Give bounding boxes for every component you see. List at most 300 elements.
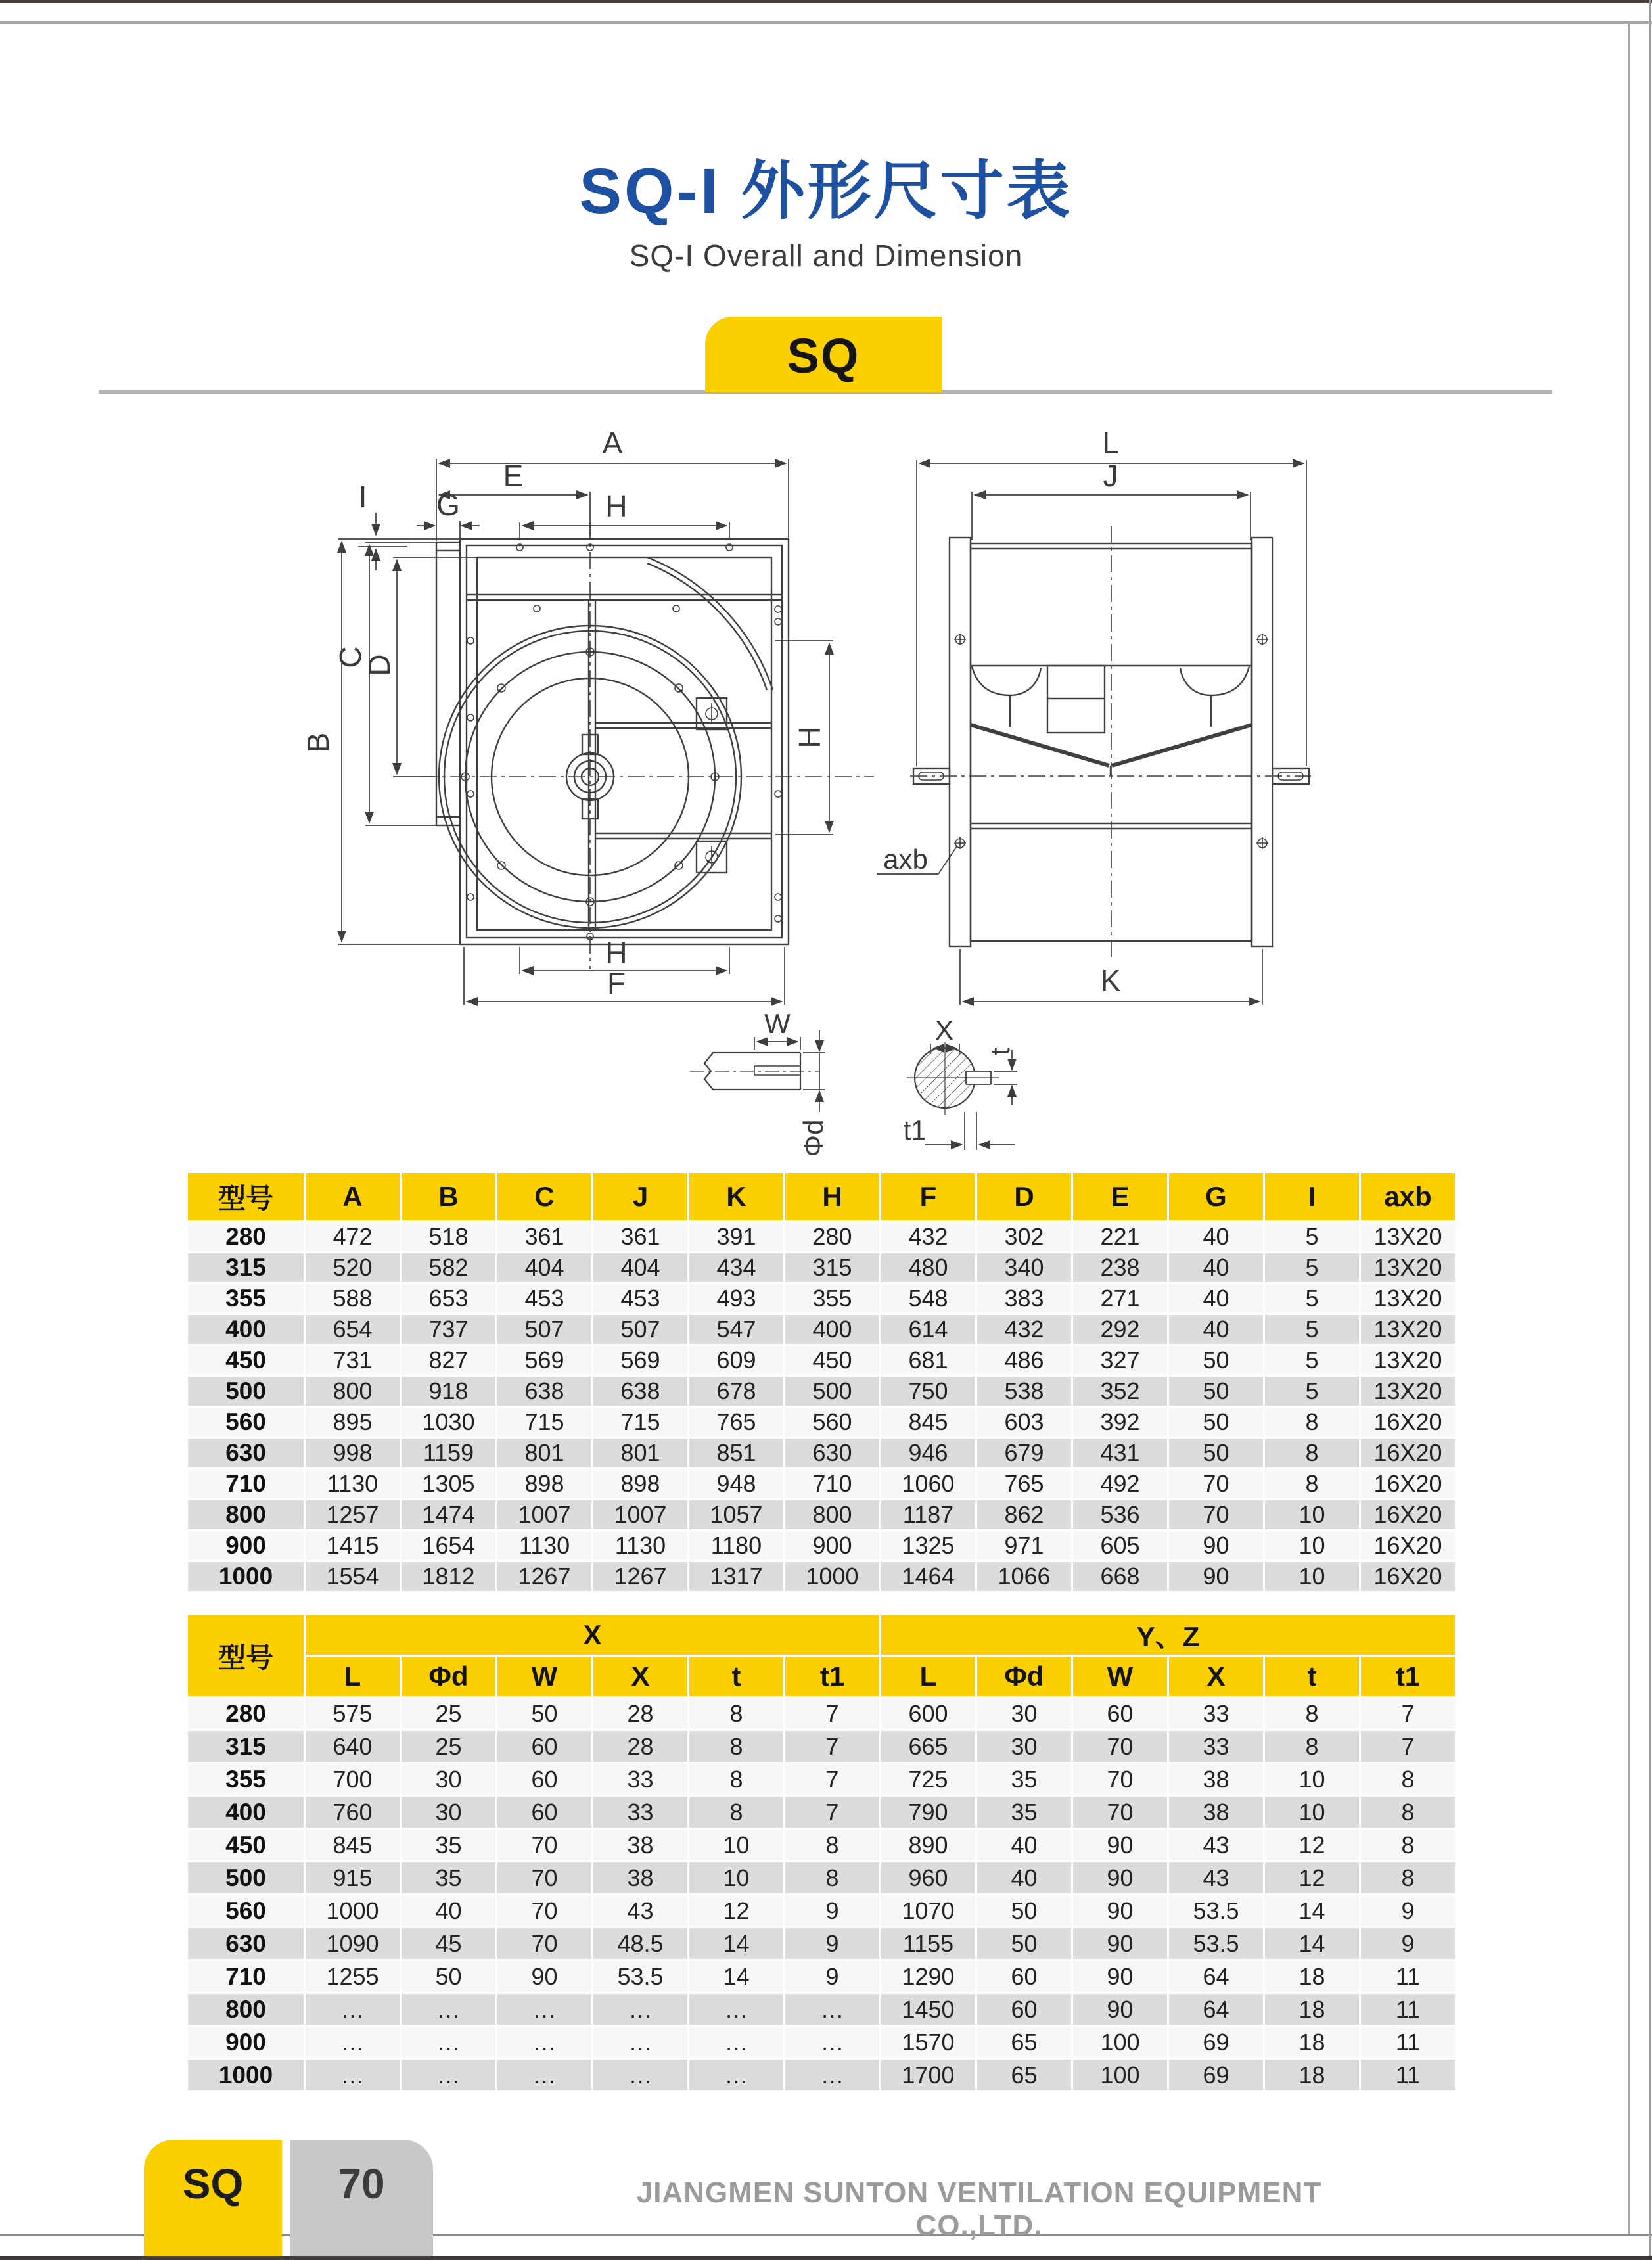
cell: 50	[1169, 1377, 1263, 1406]
cell: 1464	[881, 1562, 975, 1591]
dim-label-f: F	[607, 966, 626, 1000]
cell: 5	[1265, 1346, 1359, 1375]
row-model: 450	[188, 1830, 304, 1860]
cell: 8	[1361, 1830, 1455, 1860]
cell: 801	[593, 1439, 687, 1467]
row-model: 500	[188, 1862, 304, 1893]
cell: 918	[402, 1377, 495, 1406]
table-row	[188, 1928, 1455, 1959]
cell: 5	[1265, 1253, 1359, 1282]
column-header: F	[881, 1173, 975, 1220]
cell: …	[402, 1994, 495, 2025]
cell: 9	[785, 1961, 879, 1992]
cell: 50	[402, 1961, 495, 1992]
table-row	[188, 1377, 1455, 1406]
cell: 1812	[402, 1562, 495, 1591]
cell: 1180	[689, 1531, 783, 1560]
cell: 38	[1169, 1764, 1263, 1795]
cell: 638	[497, 1377, 591, 1406]
cell: 8	[689, 1764, 783, 1795]
table1-header	[188, 1173, 1455, 1220]
cell: 603	[977, 1408, 1071, 1437]
cell: 7	[1361, 1698, 1455, 1729]
cell: 715	[497, 1408, 591, 1437]
cell: 60	[1073, 1698, 1167, 1729]
cell: 5	[1265, 1222, 1359, 1251]
cell: 486	[977, 1346, 1071, 1375]
cell: 8	[1265, 1698, 1359, 1729]
cell: 8	[1265, 1408, 1359, 1437]
cell: 70	[497, 1862, 591, 1893]
dimension-table-shaft	[186, 1613, 1457, 2092]
cell: 8	[689, 1731, 783, 1762]
table-row	[188, 1562, 1455, 1591]
cell: 40	[402, 1895, 495, 1926]
cell: 90	[1073, 1895, 1167, 1926]
row-model: 710	[188, 1961, 304, 1992]
table2-body	[188, 1698, 1455, 2090]
cell: 13X20	[1361, 1346, 1455, 1375]
cell: 90	[1073, 1862, 1167, 1893]
cell: 1317	[689, 1562, 783, 1591]
cell: 10	[689, 1830, 783, 1860]
cell: 493	[689, 1284, 783, 1313]
cell: 710	[785, 1469, 879, 1498]
cell: 1305	[402, 1469, 495, 1498]
cell: 13X20	[1361, 1222, 1455, 1251]
row-model: 630	[188, 1928, 304, 1959]
cell: 605	[1073, 1531, 1167, 1560]
cell: 569	[497, 1346, 591, 1375]
cell: 45	[402, 1928, 495, 1959]
sub-column-header: t1	[785, 1657, 879, 1696]
cell: 10	[1265, 1764, 1359, 1795]
column-header: I	[1265, 1173, 1359, 1220]
cell: 392	[1073, 1408, 1167, 1437]
cell: 10	[1265, 1797, 1359, 1828]
cell: 1700	[881, 2060, 975, 2090]
cell: 1000	[785, 1562, 879, 1591]
cell: 8	[1361, 1764, 1455, 1795]
cell: 25	[402, 1731, 495, 1762]
cell: 355	[785, 1284, 879, 1313]
cell: 536	[1073, 1500, 1167, 1529]
cell: 588	[306, 1284, 400, 1313]
table-row	[188, 1408, 1455, 1437]
cell: 453	[497, 1284, 591, 1313]
cell: 53.5	[1169, 1928, 1263, 1959]
cell: 638	[593, 1377, 687, 1406]
cell: 507	[497, 1315, 591, 1344]
cell: 90	[1169, 1531, 1263, 1560]
cell: 5	[1265, 1377, 1359, 1406]
table-row	[188, 1222, 1455, 1251]
cell: 1130	[306, 1469, 400, 1498]
cell: 13X20	[1361, 1284, 1455, 1313]
cell: 7	[1361, 1731, 1455, 1762]
cell: 40	[1169, 1284, 1263, 1313]
cell: 1000	[306, 1895, 400, 1926]
dim-label-b: B	[301, 732, 335, 753]
row-model: 560	[188, 1895, 304, 1926]
cell: 302	[977, 1222, 1071, 1251]
cell: 1257	[306, 1500, 400, 1529]
page-subtitle: SQ-I Overall and Dimension	[629, 239, 1023, 273]
cell: 630	[785, 1439, 879, 1467]
row-model: 710	[188, 1469, 304, 1498]
column-header: D	[977, 1173, 1071, 1220]
cell: 13X20	[1361, 1253, 1455, 1282]
cell: …	[306, 2060, 400, 2090]
cell: 898	[497, 1469, 591, 1498]
cell: 1130	[593, 1531, 687, 1560]
cell: 800	[785, 1500, 879, 1529]
cell: 845	[881, 1408, 975, 1437]
sub-column-header: X	[593, 1657, 687, 1696]
cell: 582	[402, 1253, 495, 1282]
cell: 8	[1265, 1439, 1359, 1467]
cell: 1267	[593, 1562, 687, 1591]
table-row	[188, 1439, 1455, 1467]
cell: …	[402, 2060, 495, 2090]
cell: 40	[977, 1830, 1071, 1860]
cell: 7	[785, 1764, 879, 1795]
shaft-detail-side	[690, 1053, 820, 1090]
cell: 14	[1265, 1928, 1359, 1959]
cell: 13X20	[1361, 1377, 1455, 1406]
cell: 90	[1073, 1994, 1167, 2025]
sub-column-header: X	[1169, 1657, 1263, 1696]
cell: 801	[497, 1439, 591, 1467]
dim-label-h-top: H	[605, 489, 628, 523]
cell: 43	[1169, 1830, 1263, 1860]
cell: …	[402, 2027, 495, 2058]
cell: 678	[689, 1377, 783, 1406]
cell: 70	[1169, 1469, 1263, 1498]
dim-label-w: W	[764, 1008, 791, 1039]
cell: 35	[977, 1764, 1071, 1795]
cell: 1159	[402, 1439, 495, 1467]
table-row	[188, 1346, 1455, 1375]
cell: 238	[1073, 1253, 1167, 1282]
cell: 653	[402, 1284, 495, 1313]
cell: 8	[785, 1862, 879, 1893]
cell: 1007	[593, 1500, 687, 1529]
cell: 1130	[497, 1531, 591, 1560]
dim-label-d: D	[362, 654, 396, 676]
cell: 737	[402, 1315, 495, 1344]
cell: 11	[1361, 1994, 1455, 2025]
cell: 614	[881, 1315, 975, 1344]
cell: …	[689, 2060, 783, 2090]
cell: 28	[593, 1731, 687, 1762]
sub-column-header: L	[881, 1657, 975, 1696]
cell: 69	[1169, 2027, 1263, 2058]
column-header: G	[1169, 1173, 1263, 1220]
cell: 10	[1265, 1531, 1359, 1560]
cell: 33	[593, 1797, 687, 1828]
cell: 665	[881, 1731, 975, 1762]
cell: 43	[1169, 1862, 1263, 1893]
table-row	[188, 1994, 1455, 2025]
cell: 70	[1073, 1797, 1167, 1828]
cell: 845	[306, 1830, 400, 1860]
cell: 8	[1361, 1862, 1455, 1893]
table-row	[188, 1469, 1455, 1498]
sub-column-header: L	[306, 1657, 400, 1696]
cell: 948	[689, 1469, 783, 1498]
cell: 391	[689, 1222, 783, 1251]
cell: 492	[1073, 1469, 1167, 1498]
cell: 569	[593, 1346, 687, 1375]
dim-label-h-bottom: H	[605, 936, 628, 970]
cell: 9	[1361, 1895, 1455, 1926]
cell: 480	[881, 1253, 975, 1282]
cell: 50	[497, 1698, 591, 1729]
table-row	[188, 1764, 1455, 1795]
cell: 33	[1169, 1698, 1263, 1729]
cell: 472	[306, 1222, 400, 1251]
cell: 38	[1169, 1797, 1263, 1828]
cell: 35	[402, 1830, 495, 1860]
cell: 53.5	[1169, 1895, 1263, 1926]
cell: 90	[1073, 1961, 1167, 1992]
table-row	[188, 1173, 1455, 1220]
cell: 361	[497, 1222, 591, 1251]
frame-top-inner	[0, 21, 1652, 24]
cell: 48.5	[593, 1928, 687, 1959]
sub-column-header: Φd	[402, 1657, 495, 1696]
cell: 404	[593, 1253, 687, 1282]
cell: 404	[497, 1253, 591, 1282]
cell: 500	[785, 1377, 879, 1406]
cell: 538	[977, 1377, 1071, 1406]
cell: 35	[977, 1797, 1071, 1828]
cell: 518	[402, 1222, 495, 1251]
row-model: 315	[188, 1253, 304, 1282]
row-model: 800	[188, 1500, 304, 1529]
cell: 30	[977, 1698, 1071, 1729]
row-model: 800	[188, 1994, 304, 2025]
cell: 725	[881, 1764, 975, 1795]
cell: 1007	[497, 1500, 591, 1529]
cell: 668	[1073, 1562, 1167, 1591]
cell: 8	[689, 1797, 783, 1828]
cell: 70	[497, 1830, 591, 1860]
dim-label-l: L	[1102, 426, 1119, 460]
cell: 890	[881, 1830, 975, 1860]
cell: 431	[1073, 1439, 1167, 1467]
cell: 8	[1361, 1797, 1455, 1828]
cell: 507	[593, 1315, 687, 1344]
cell: 70	[1169, 1500, 1263, 1529]
cell: 679	[977, 1439, 1071, 1467]
cell: 64	[1169, 1961, 1263, 1992]
frame-bottom-outer	[0, 2256, 1652, 2260]
cell: 9	[785, 1895, 879, 1926]
cell: 361	[593, 1222, 687, 1251]
cell: 10	[1265, 1500, 1359, 1529]
cell: 998	[306, 1439, 400, 1467]
table-row	[188, 1253, 1455, 1282]
cell: 90	[1073, 1928, 1167, 1959]
cell: 9	[785, 1928, 879, 1959]
cell: …	[785, 2060, 879, 2090]
cell: 640	[306, 1731, 400, 1762]
cell: 1057	[689, 1500, 783, 1529]
model-column-header: 型号	[188, 1615, 304, 1696]
cell: 18	[1265, 1994, 1359, 2025]
cell: 681	[881, 1346, 975, 1375]
table-row	[188, 2027, 1455, 2058]
frame-top-outer	[0, 0, 1652, 3]
cell: 50	[1169, 1346, 1263, 1375]
cell: 60	[977, 1994, 1071, 2025]
cell: 1325	[881, 1531, 975, 1560]
cell: 1030	[402, 1408, 495, 1437]
cell: 600	[881, 1698, 975, 1729]
cell: 548	[881, 1284, 975, 1313]
cell: 1474	[402, 1500, 495, 1529]
cell: …	[306, 1994, 400, 2025]
cell: …	[689, 2027, 783, 2058]
cell: 5	[1265, 1315, 1359, 1344]
cell: 280	[785, 1222, 879, 1251]
cell: 900	[785, 1531, 879, 1560]
cell: 221	[1073, 1222, 1167, 1251]
cell: 915	[306, 1862, 400, 1893]
table-row	[188, 1895, 1455, 1926]
table-row	[188, 1698, 1455, 1729]
cell: 69	[1169, 2060, 1263, 2090]
cell: 11	[1361, 2060, 1455, 2090]
row-model: 1000	[188, 2060, 304, 2090]
dim-label-j: J	[1103, 459, 1118, 493]
cell: 7	[785, 1731, 879, 1762]
cell: 30	[977, 1731, 1071, 1762]
row-model: 280	[188, 1222, 304, 1251]
table-row	[188, 1531, 1455, 1560]
front-view	[436, 539, 789, 944]
row-model: 630	[188, 1439, 304, 1467]
cell: 40	[1169, 1222, 1263, 1251]
cell: 43	[593, 1895, 687, 1926]
cell: 971	[977, 1531, 1071, 1560]
table1-body	[188, 1222, 1455, 1591]
cell: …	[497, 2060, 591, 2090]
cell: 340	[977, 1253, 1071, 1282]
cell: 575	[306, 1698, 400, 1729]
footer-page-number: 70	[290, 2140, 433, 2260]
cell: 1155	[881, 1928, 975, 1959]
cell: 16X20	[1361, 1439, 1455, 1467]
dim-label-t1: t1	[903, 1115, 927, 1145]
cell: 827	[402, 1346, 495, 1375]
column-header: H	[785, 1173, 879, 1220]
cell: …	[593, 2027, 687, 2058]
cell: 5	[1265, 1284, 1359, 1313]
dim-label-axb: axb	[883, 844, 928, 875]
row-model: 315	[188, 1731, 304, 1762]
cell: 90	[1169, 1562, 1263, 1591]
table-row	[188, 1500, 1455, 1529]
cell: 800	[306, 1377, 400, 1406]
cell: 1267	[497, 1562, 591, 1591]
cell: 90	[497, 1961, 591, 1992]
cell: 53.5	[593, 1961, 687, 1992]
cell: 9	[1361, 1928, 1455, 1959]
cell: 1450	[881, 1994, 975, 2025]
dim-label-t: t	[984, 1048, 1015, 1055]
sub-column-header: t1	[1361, 1657, 1455, 1696]
group-header-yz: Y、Z	[881, 1615, 1455, 1655]
group-header-x: X	[306, 1615, 879, 1655]
cell: 765	[977, 1469, 1071, 1498]
cell: …	[306, 2027, 400, 2058]
cell: 453	[593, 1284, 687, 1313]
row-model: 900	[188, 2027, 304, 2058]
cell: …	[785, 1994, 879, 2025]
cell: …	[593, 2060, 687, 2090]
cell: 60	[497, 1731, 591, 1762]
cell: 70	[1073, 1764, 1167, 1795]
table-row	[188, 1862, 1455, 1893]
cell: 1255	[306, 1961, 400, 1992]
cell: 862	[977, 1500, 1071, 1529]
cell: 1415	[306, 1531, 400, 1560]
sub-column-header: t	[689, 1657, 783, 1696]
cell: 1554	[306, 1562, 400, 1591]
cell: …	[785, 2027, 879, 2058]
cell: 432	[977, 1315, 1071, 1344]
cell: 1070	[881, 1895, 975, 1926]
cell: 383	[977, 1284, 1071, 1313]
cell: 60	[977, 1961, 1071, 1992]
cell: 520	[306, 1253, 400, 1282]
cell: 731	[306, 1346, 400, 1375]
cell: 50	[977, 1928, 1071, 1959]
cell: 11	[1361, 2027, 1455, 2058]
cell: 38	[593, 1830, 687, 1860]
cell: 898	[593, 1469, 687, 1498]
cell: 946	[881, 1439, 975, 1467]
row-model: 355	[188, 1764, 304, 1795]
cell: 40	[1169, 1315, 1263, 1344]
cell: 90	[1073, 1830, 1167, 1860]
dim-label-a: A	[602, 426, 623, 460]
cell: 1187	[881, 1500, 975, 1529]
cell: 64	[1169, 1994, 1263, 2025]
cell: 609	[689, 1346, 783, 1375]
cell: 750	[881, 1377, 975, 1406]
cell: 10	[689, 1862, 783, 1893]
cell: 8	[785, 1830, 879, 1860]
row-model: 500	[188, 1377, 304, 1406]
cell: 60	[497, 1797, 591, 1828]
cell: 450	[785, 1346, 879, 1375]
cell: 50	[1169, 1439, 1263, 1467]
cell: 10	[1265, 1562, 1359, 1591]
cell: 16X20	[1361, 1562, 1455, 1591]
cell: …	[593, 1994, 687, 2025]
dim-label-k: K	[1100, 963, 1121, 998]
row-model: 400	[188, 1315, 304, 1344]
cell: 12	[1265, 1862, 1359, 1893]
row-model: 1000	[188, 1562, 304, 1591]
cell: 18	[1265, 1961, 1359, 1992]
cell: 14	[689, 1961, 783, 1992]
dim-label-g: G	[436, 488, 460, 522]
